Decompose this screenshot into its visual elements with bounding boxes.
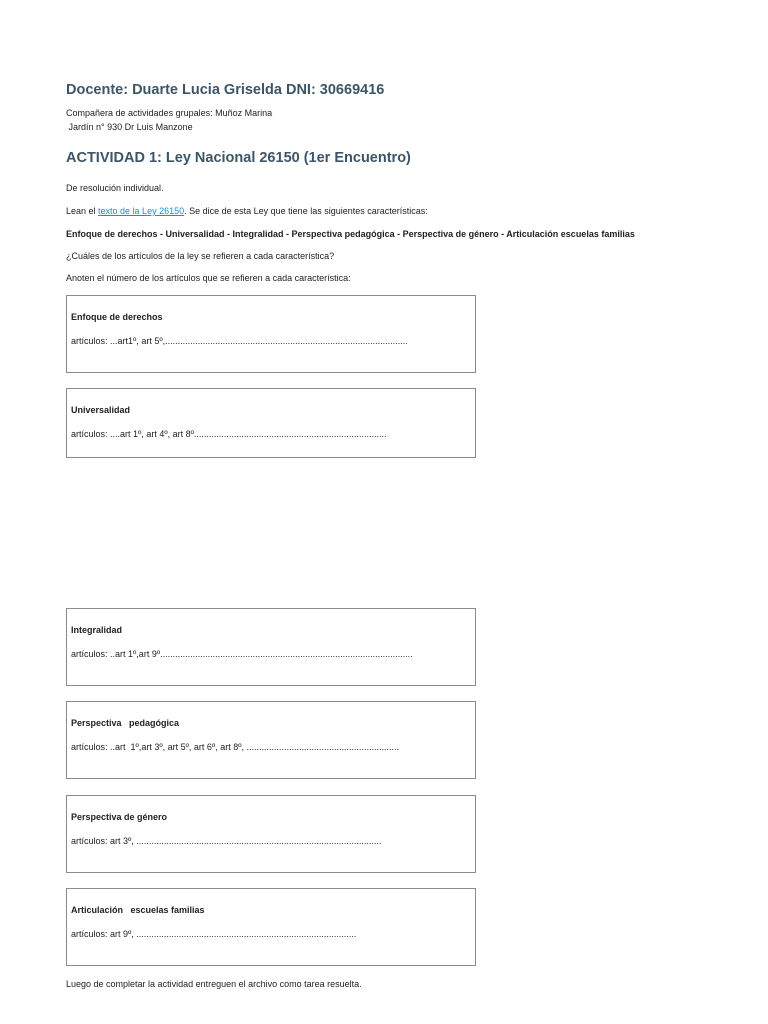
answer-box-universalidad[interactable] [66, 388, 476, 458]
instruction-text: Anoten el número de los artículos que se refieren a cada característica: [66, 273, 351, 283]
box-title: Integralidad [71, 625, 123, 635]
answer-box-enfoque-derechos[interactable] [66, 295, 476, 373]
box-articles: artículos: ....art 1º, art 4º, art 8º............................................................................. [71, 429, 387, 439]
characteristics-list: Enfoque de derechos - Universalidad - Integralidad - Perspectiva pedagógica - Perspectiva de género - Articulación escuelas familias [66, 229, 635, 239]
box-articles: artículos: ...art1º, art 5º,................................................................................................. [71, 336, 408, 346]
box-articles: artículos: art 3º, .................................................................................................. [71, 836, 382, 846]
answer-box-perspectiva-genero[interactable] [66, 795, 476, 873]
answer-box-articulacion-escuelas-familias[interactable] [66, 888, 476, 966]
answer-box-integralidad[interactable] [66, 608, 476, 686]
answer-box-perspectiva-pedagogica[interactable] [66, 701, 476, 779]
teacher-title: Docente: Duarte Lucia Griselda DNI: 30669416 [66, 82, 385, 98]
read-prefix: Lean el [66, 206, 99, 216]
box-title: Articulación escuelas familias [71, 905, 205, 915]
group-companion: Compañera de actividades grupales: Muñoz Marina [66, 108, 273, 118]
box-articles: artículos: art 9º, ........................................................................................ [71, 929, 357, 939]
box-title: Universalidad [71, 405, 131, 415]
read-suffix: . Se dice de esta Ley que tiene las siguientes características: [184, 206, 428, 216]
law-text-link[interactable]: texto de la Ley 26150 [98, 206, 185, 216]
box-title: Perspectiva pedagógica [71, 718, 180, 728]
box-articles: artículos: ..art 1º,art 3º, art 5º, art 6º, art 8º, ............................................................. [71, 742, 400, 752]
box-title: Enfoque de derechos [71, 312, 163, 322]
school-name: Jardín n° 930 Dr Luis Manzone [66, 122, 193, 132]
box-articles: artículos: ..art 1º,art 9º..................................................................................................... [71, 649, 413, 659]
footer-note: Luego de completar la actividad entreguen el archivo como tarea resuelta. [66, 979, 362, 989]
read-instruction [66, 206, 428, 216]
box-title: Perspectiva de género [71, 812, 168, 822]
activity-title: ACTIVIDAD 1: Ley Nacional 26150 (1er Encuentro) [66, 150, 411, 166]
question-text: ¿Cuáles de los artículos de la ley se refieren a cada característica? [66, 251, 335, 261]
activity-mode: De resolución individual. [66, 183, 164, 193]
